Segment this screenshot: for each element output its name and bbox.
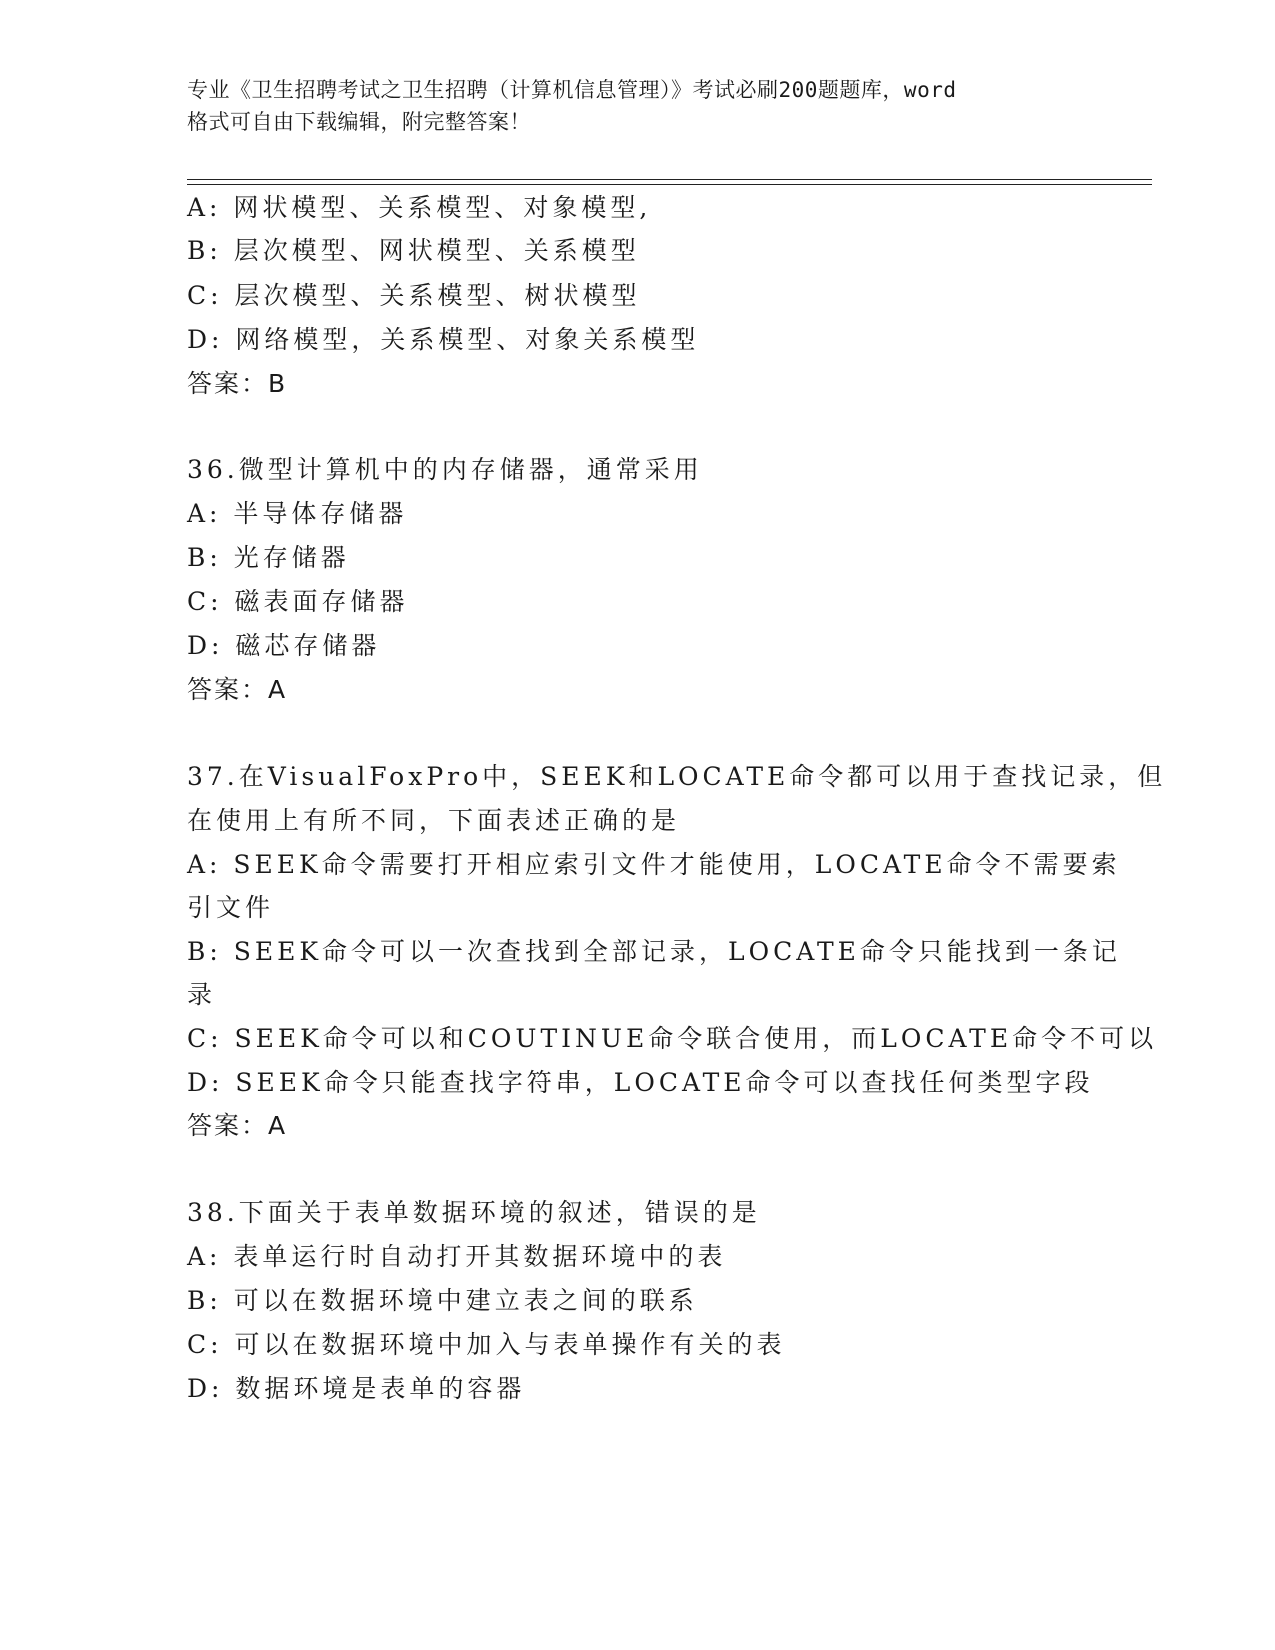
q35-option-b: B: 层次模型、网状模型、关系模型 xyxy=(187,236,640,265)
header-line-1: 专业《卫生招聘考试之卫生招聘（计算机信息管理）》考试必刷200题题库，word xyxy=(187,78,957,102)
header-line-2: 格式可自由下载编辑，附完整答案！ xyxy=(187,110,531,134)
q36-option-d: D: 磁芯存储器 xyxy=(187,631,381,660)
q36-option-c: C: 磁表面存储器 xyxy=(187,587,409,616)
q37-option-c: C: SEEK命令可以和COUTINUE命令联合使用，而LOCATE命令不可以 xyxy=(187,1024,1158,1053)
header-rule-bottom xyxy=(187,184,1152,185)
q37-option-a-line-2: 引文件 xyxy=(187,893,275,922)
q38-stem: 38.下面关于表单数据环境的叙述，错误的是 xyxy=(187,1198,761,1227)
q37-answer: 答案：A xyxy=(187,1111,288,1140)
q38-option-b: B: 可以在数据环境中建立表之间的联系 xyxy=(187,1286,698,1315)
q37-option-b-line-2: 录 xyxy=(187,980,217,1009)
q37-option-d: D: SEEK命令只能查找字符串，LOCATE命令可以查找任何类型字段 xyxy=(187,1068,1094,1097)
q36-option-b: B: 光存储器 xyxy=(187,543,350,572)
q37-stem-line-1: 37.在VisualFoxPro中，SEEK和LOCATE命令都可以用于查找记录，但 xyxy=(187,762,1167,791)
q37-option-a-line-1: A: SEEK命令需要打开相应索引文件才能使用，LOCATE命令不需要索 xyxy=(187,850,1121,879)
q35-option-c: C: 层次模型、关系模型、树状模型 xyxy=(187,281,641,310)
header-rule-top xyxy=(187,179,1152,180)
q36-stem: 36.微型计算机中的内存储器，通常采用 xyxy=(187,455,703,484)
q35-option-a: A: 网状模型、关系模型、对象模型, xyxy=(187,193,652,222)
q36-option-a: A: 半导体存储器 xyxy=(187,499,408,528)
q37-stem-line-2: 在使用上有所不同，下面表述正确的是 xyxy=(187,806,681,835)
q35-answer: 答案：B xyxy=(187,369,288,398)
document-header xyxy=(187,74,1087,138)
q35-option-d: D: 网络模型，关系模型、对象关系模型 xyxy=(187,325,700,354)
q38-option-c: C: 可以在数据环境中加入与表单操作有关的表 xyxy=(187,1330,786,1359)
q38-option-a: A: 表单运行时自动打开其数据环境中的表 xyxy=(187,1242,727,1271)
q38-option-d: D: 数据环境是表单的容器 xyxy=(187,1374,526,1403)
q36-answer: 答案：A xyxy=(187,675,288,704)
q37-option-b-line-1: B: SEEK命令可以一次查找到全部记录，LOCATE命令只能找到一条记 xyxy=(187,937,1121,966)
